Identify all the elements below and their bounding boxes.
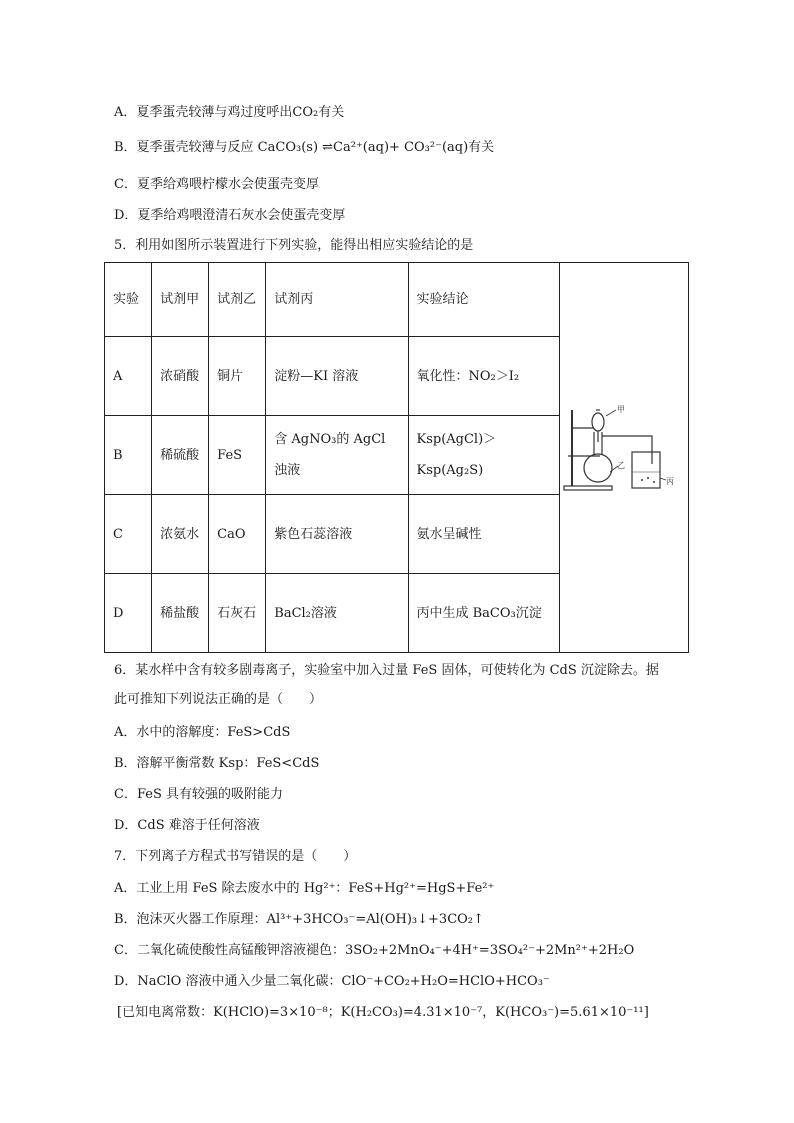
cell-conclusion: Ksp(AgCl)＞Ksp(Ag₂S) <box>408 416 559 495</box>
q7-option-b: B．泡沫灭火器工作原理：Al³⁺+3HCO₃⁻=Al(OH)₃↓+3CO₂↑ <box>114 912 484 927</box>
q4-option-a: A．夏季蛋壳较薄与鸡过度呼出CO₂有关 <box>114 105 345 120</box>
header-shiyan: 实验 <box>105 263 152 337</box>
q4-option-d: D．夏季给鸡喂澄清石灰水会使蛋壳变厚 <box>114 208 346 223</box>
label-yi: 乙 <box>616 460 625 470</box>
q7-option-a: A．工业上用 FeS 除去废水中的 Hg²⁺：FeS+Hg²⁺=HgS+Fe²⁺ <box>114 881 495 896</box>
q7-note: [已知电离常数：K(HClO)=3×10⁻⁸；K(H₂CO₃)=4.31×10⁻⁷，K(HCO₃⁻)=5.61×10⁻¹¹] <box>117 1005 649 1020</box>
q6-option-c: C．FeS 具有较强的吸附能力 <box>114 787 283 802</box>
cell-conclusion: 氧化性：NO₂＞I₂ <box>408 337 559 416</box>
row-label: B <box>105 416 152 495</box>
q6-option-a: A．水中的溶解度：FeS>CdS <box>114 725 291 740</box>
label-bing: 丙 <box>665 476 674 486</box>
cell-bing: BaCl₂溶液 <box>266 574 408 653</box>
cell-yi: FeS <box>209 416 266 495</box>
cell-bing: 含 AgNO₃的 AgCl 浊液 <box>266 416 408 495</box>
cell-yi: 铜片 <box>209 337 266 416</box>
header-jia: 试剂甲 <box>152 263 209 337</box>
header-conclusion: 实验结论 <box>408 263 559 337</box>
cell-bing: 淀粉—KI 溶液 <box>266 337 408 416</box>
row-label: D <box>105 574 152 653</box>
cell-conclusion: 氨水呈碱性 <box>408 495 559 574</box>
cell-yi: 石灰石 <box>209 574 266 653</box>
experiment-table <box>104 262 689 653</box>
cell-jia: 浓氨水 <box>152 495 209 574</box>
q4-option-b: B．夏季蛋壳较薄与反应 CaCO₃(s) ⇌Ca²⁺(aq)+ CO₃²⁻(aq)有关 <box>114 140 495 155</box>
q7-stem: 7．下列离子方程式书写错误的是（ ） <box>114 849 357 864</box>
q6-stem-line1: 6．某水样中含有较多剧毒离子，实验室中加入过量 FeS 固体，可使转化为 CdS 沉淀除去。据 <box>114 663 659 678</box>
row-label: A <box>105 337 152 416</box>
q7-option-d: D．NaClO 溶液中通入少量二氧化碳：ClO⁻+CO₂+H₂O=HClO+HCO₃⁻ <box>114 974 550 989</box>
q5-stem: 5．利用如图所示装置进行下列实验，能得出相应实验结论的是 <box>114 238 474 253</box>
cell-jia: 浓硝酸 <box>152 337 209 416</box>
q4-option-c: C．夏季给鸡喂柠檬水会使蛋壳变厚 <box>114 177 319 192</box>
header-yi: 试剂乙 <box>209 263 266 337</box>
q6-option-d: D．CdS 难溶于任何溶液 <box>114 818 260 833</box>
table-header-row <box>105 263 689 337</box>
q7-option-c: C．二氧化硫使酸性高锰酸钾溶液褪色：3SO₂+2MnO₄⁻+4H⁺=3SO₄²⁻+2Mn²⁺+2H₂O <box>114 943 635 958</box>
header-bing: 试剂丙 <box>266 263 408 337</box>
cell-jia: 稀硫酸 <box>152 416 209 495</box>
q6-stem-line2: 此可推知下列说法正确的是（ ） <box>114 692 323 707</box>
cell-bing: 紫色石蕊溶液 <box>266 495 408 574</box>
apparatus-diagram <box>560 402 688 502</box>
label-jia: 甲 <box>616 404 625 414</box>
cell-jia: 稀盐酸 <box>152 574 209 653</box>
row-label: C <box>105 495 152 574</box>
q6-option-b: B．溶解平衡常数 Ksp：FeS<CdS <box>114 756 320 771</box>
cell-conclusion: 丙中生成 BaCO₃沉淀 <box>408 574 559 653</box>
apparatus-cell <box>559 263 688 653</box>
cell-yi: CaO <box>209 495 266 574</box>
